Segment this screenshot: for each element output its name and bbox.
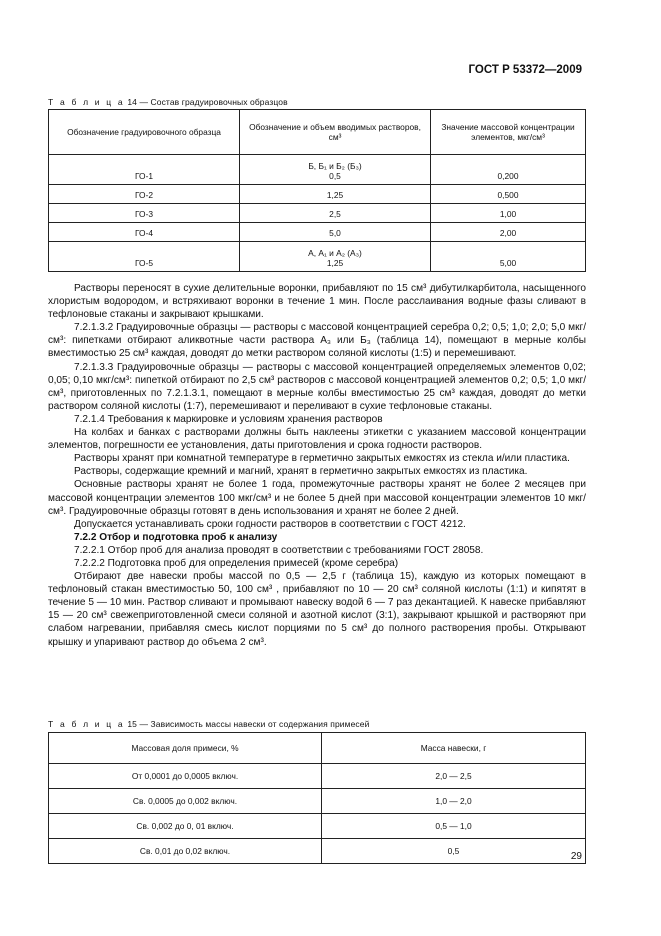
body-text	[48, 282, 586, 649]
paragraph: 7.2.1.3.3 Градуировочные образцы — растворы с массовой концентрацией определяемых элементов 0,02; 0,05; 0,10 мкг/см³: пипеткой отбирают по 2,5 см³ растворов с массовой концентрацией элементов 0,2; 0,5; 1,0 мкг/см³, приготовленных по 7.2.1.3.1, помещают в мерные колбы вместимостью 25 см³ каждая, доводят до метки раствором соляной кислоты (1:7), перемешивают и переливают в сухие тефлоновые стаканы.	[48, 361, 586, 412]
table-14	[48, 109, 586, 272]
mass-concentration: 1,00	[431, 204, 586, 223]
impurity-fraction: Св. 0,0005 до 0,002 включ.	[49, 789, 322, 814]
sample-designation: ГО-4	[49, 223, 240, 242]
table-row	[49, 223, 586, 242]
paragraph: Растворы переносят в сухие делительные воронки, прибавляют по 15 см³ дибутилкарбитола, насыщенного хлористым водородом, и встряхивают воронки в течение 1 мин. После расслаивания водные фазы сливают в тефлоновые стаканы и закрывают крышками.	[48, 283, 586, 321]
mass-concentration: 0,500	[431, 185, 586, 204]
table-15	[48, 732, 586, 864]
table-row	[49, 814, 586, 839]
solution-volume: 0,5	[329, 171, 341, 181]
table-row	[49, 764, 586, 789]
table-15-caption-text: 15 — Зависимость массы навески от содержания примесей	[127, 719, 370, 729]
table-14-header-row	[49, 110, 586, 155]
table-14-col-concentration: Значение массовой концентрации элементов, мкг/см³	[431, 110, 586, 155]
impurity-fraction: Св. 0,01 до 0,02 включ.	[49, 839, 322, 864]
table-14-col-designation: Обозначение градуировочного образца	[49, 110, 240, 155]
paragraph: Растворы хранят при комнатной температуре в герметично закрытых емкостях из стекла и/или пластика.	[74, 453, 570, 465]
paragraph: 7.2.1.4 Требования к маркировке и условиям хранения растворов	[74, 413, 383, 425]
solution-group: А, А₁ и А₂ (А₃)	[308, 248, 362, 258]
sample-mass: 2,0 — 2,5	[322, 764, 586, 789]
solution-volume-cell	[240, 185, 431, 204]
solution-volume-cell	[240, 155, 431, 185]
table-row	[49, 242, 586, 272]
paragraph: Отбирают две навески пробы массой по 0,5 — 2,5 г (таблица 15), каждую из которых помещают в тефлоновый стакан вместимостью 50, 100 см³ , прибавляют по 10 — 20 см³ соляной кислоты (1:1) и кипятят в течение 5 — 10 мин. Раствор сливают и промывают навеску водой 6 — 7 раз декантацией. К навеске прибавляют 15 — 20 см³ свежеприготовленной смеси соляной и азотной кислот (3:1), закрывают крышкой и растворяют при слабом нагревании, прибавляя смесь кислот порциями по 5 см³ до полного растворения пробы. Открывают крышку и упаривают раствор до объема 2 см³.	[48, 571, 586, 648]
paragraph: 7.2.2.2 Подготовка проб для определения примесей (кроме серебра)	[74, 557, 399, 569]
solution-volume-cell	[240, 242, 431, 272]
impurity-fraction: От 0,0001 до 0,0005 включ.	[49, 764, 322, 789]
table-15-caption-prefix: Т а б л и ц а	[48, 719, 125, 729]
solution-group: Б, Б₁ и Б₂ (Б₃)	[308, 161, 362, 171]
paragraph: 7.2.1.3.2 Градуировочные образцы — растворы с массовой концентрацией серебра 0,2; 0,5; 1,0; 2,0; 5,0 мкг/см³: пипетками отбирают аликвотные части раствора А₃ или Б₃ (таблица 14), помещают в мерные колбы вместимостью 25 см³ каждая, доводят до метки раствором соляной кислоты (1:5) и перемешивают.	[48, 322, 586, 360]
sample-designation: ГО-5	[49, 242, 240, 272]
paragraph: 7.2.2.1 Отбор проб для анализа проводят в соответствии с требованиями ГОСТ 28058.	[74, 544, 484, 556]
paragraph: Допускается устанавливать сроки годности растворов в соответствии с ГОСТ 4212.	[74, 518, 466, 530]
table-15-col-mass: Масса навески, г	[322, 733, 586, 764]
sample-designation: ГО-1	[49, 155, 240, 185]
solution-volume: 5,0	[329, 228, 341, 238]
mass-concentration: 5,00	[431, 242, 586, 272]
table-15-col-fraction: Массовая доля примеси, %	[49, 733, 322, 764]
table-row	[49, 155, 586, 185]
sample-mass: 0,5 — 1,0	[322, 814, 586, 839]
standard-number: ГОСТ Р 53372—2009	[468, 64, 582, 76]
table-row	[49, 185, 586, 204]
table-14-caption	[48, 97, 288, 107]
solution-volume: 1,25	[326, 190, 344, 200]
paragraph: Растворы, содержащие кремний и магний, хранят в герметично закрытых емкостях из пластика.	[74, 466, 528, 478]
table-14-caption-prefix: Т а б л и ц а	[48, 97, 125, 107]
table-row	[49, 789, 586, 814]
sample-mass: 1,0 — 2,0	[322, 789, 586, 814]
table-15-header-row	[49, 733, 586, 764]
solution-volume: 1,25	[326, 258, 344, 268]
sample-mass: 0,5	[322, 839, 586, 864]
mass-concentration: 2,00	[431, 223, 586, 242]
paragraph: Основные растворы хранят не более 1 года, промежуточные растворы хранят не более 2 месяцев при массовой концентрации элементов 100 мкг/см³ и не более 5 дней при массовой концентрации элементов 10 мкг/см³. Градуировочные образцы готовят в день использования и хранят не более 2 дней.	[48, 479, 586, 517]
solution-volume: 2,5	[329, 209, 341, 219]
solution-volume-cell	[240, 204, 431, 223]
sample-designation: ГО-2	[49, 185, 240, 204]
table-15-caption	[48, 719, 369, 729]
section-heading: 7.2.2 Отбор и подготовка проб к анализу	[74, 531, 278, 543]
table-14-col-volume: Обозначение и объем вводимых растворов, см³	[240, 110, 431, 155]
page-number: 29	[570, 851, 582, 862]
impurity-fraction: Св. 0,002 до 0, 01 включ.	[49, 814, 322, 839]
paragraph: На колбах и банках с растворами должны быть наклеены этикетки с указанием массовой концентрации элементов, погрешности ее установления, даты приготовления и срока годности растворов.	[48, 427, 586, 452]
table-14-caption-text: 14 — Состав градуировочных образцов	[127, 97, 288, 107]
solution-volume-cell	[240, 223, 431, 242]
mass-concentration: 0,200	[431, 155, 586, 185]
table-row	[49, 839, 586, 864]
sample-designation: ГО-3	[49, 204, 240, 223]
table-row	[49, 204, 586, 223]
